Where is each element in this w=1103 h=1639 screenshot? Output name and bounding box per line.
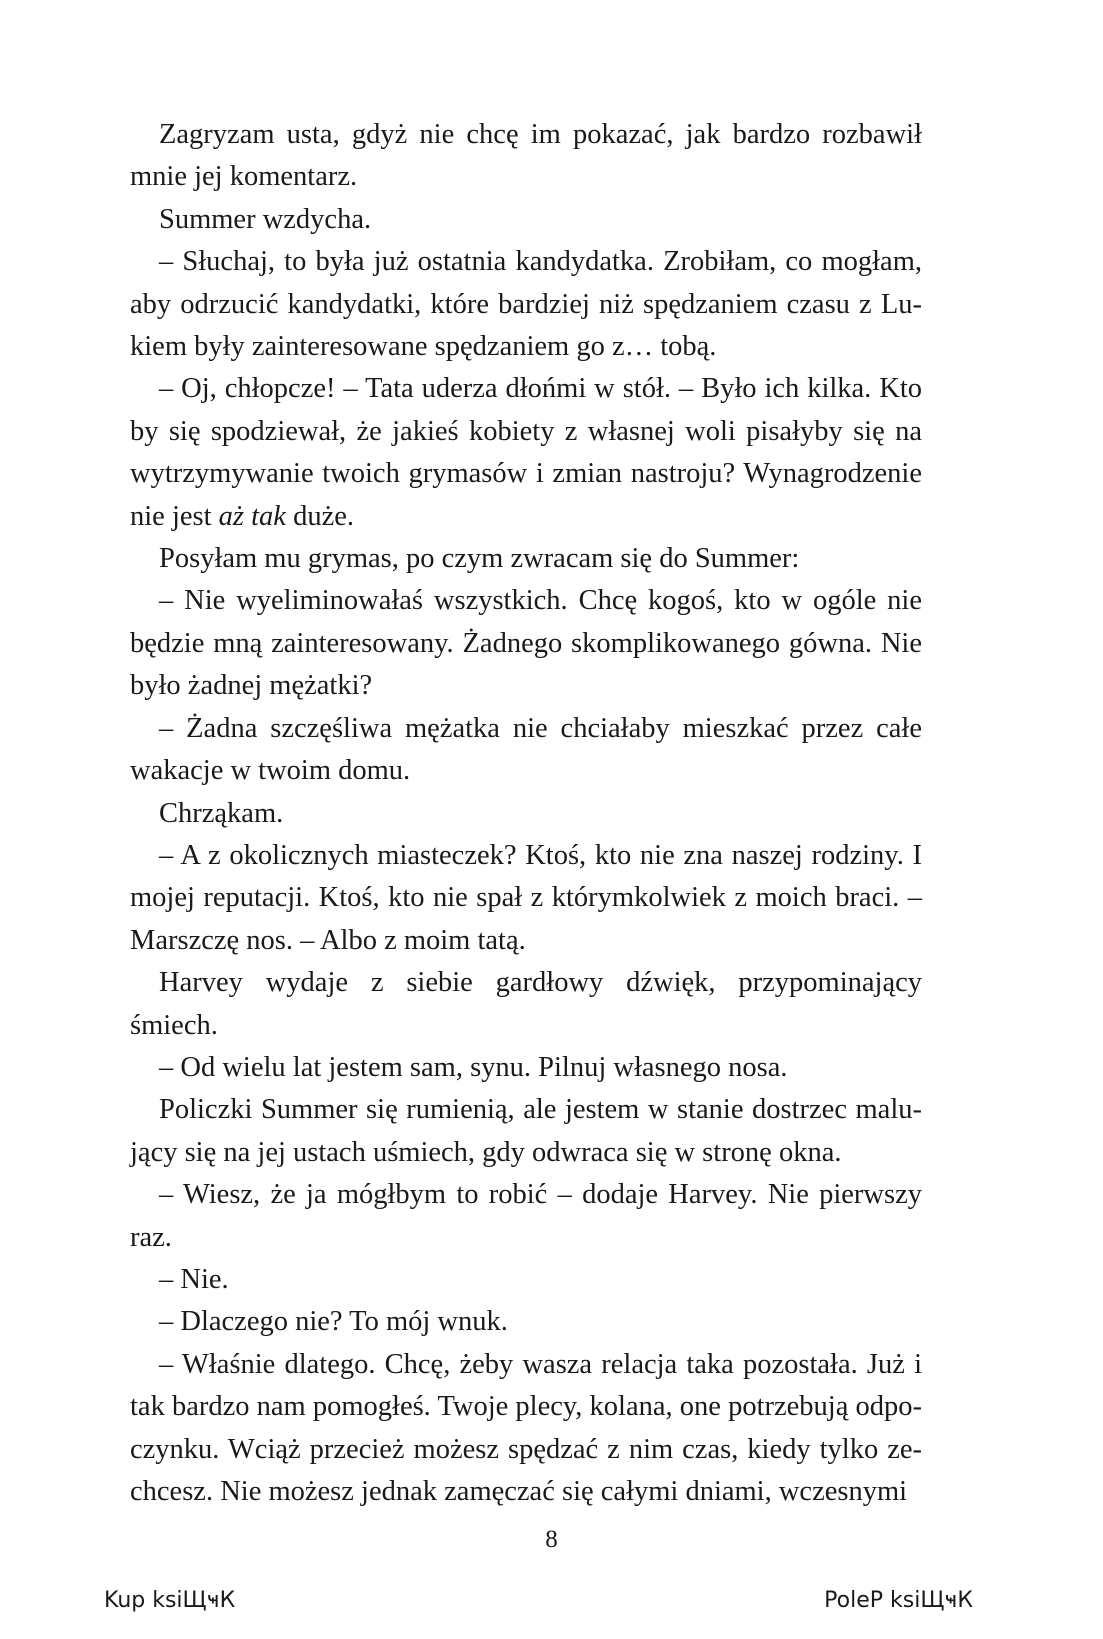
page-body bbox=[130, 114, 922, 1513]
footer-buy-book-link[interactable]: Kup ksiЩҹК bbox=[104, 1588, 236, 1613]
paragraph: – Wiesz, że ja mógłbym to robić – dodaje Harvey. Nie pierwszy raz. bbox=[130, 1179, 922, 1253]
paragraph: Policzki Summer się rumienią, ale jestem w stanie dostrzec malujący się na jej ustach uśmiech, gdy odwraca się w stronę okna. bbox=[130, 1094, 922, 1168]
paragraph: – Nie wyeliminowałaś wszystkich. Chcę kogoś, kto w ogóle nie będzie mną zainteresowany. Żadnego skomplikowanego gówna. Nie było żadnej mężatki? bbox=[130, 585, 922, 702]
paragraph: – Żadna szczęśliwa mężatka nie chciałaby mieszkać przez całe wakacje w twoim domu. bbox=[130, 712, 922, 787]
paragraph: – Od wielu lat jestem sam, synu. Pilnuj własnego nosa. bbox=[159, 1051, 788, 1083]
paragraph: – Nie. bbox=[159, 1263, 229, 1295]
paragraph: – Oj, chłopcze! – Tata uderza dłońmi w stół. – Było ich kilka. Kto by się spodziewał, że jakieś kobiety z własnej woli pisałyby się na wytrzymywanie twoich grymasów i zmian nastroju? Wynagrodzenie nie jest aż tak duże. bbox=[130, 373, 922, 532]
paragraph: – Słuchaj, to była już ostatnia kandydatka. Zrobiłam, co mogłam, aby odrzucić kandydatki, które bardziej niż spędzaniem czasu z Lukiem były zainteresowane spędzaniem go z… tobą. bbox=[130, 246, 922, 363]
paragraph: – A z okolicznych miasteczek? Ktoś, kto nie zna naszej rodziny. I mojej reputacji. Ktoś, kto nie spał z którymkolwiek z moich braci. – Marszczę nos. – Albo z moim tatą. bbox=[130, 839, 922, 956]
paragraph: Harvey wydaje z siebie gardłowy dźwięk, przypominający śmiech. bbox=[130, 967, 922, 1041]
paragraph: Chrząkam. bbox=[159, 797, 284, 829]
italic-emphasis: aż tak bbox=[218, 500, 286, 532]
footer-recommend-book-link[interactable]: PoleP ksiЩҹК bbox=[824, 1588, 973, 1613]
paragraph: Posyłam mu grymas, po czym zwracam się do Summer: bbox=[159, 543, 800, 575]
paragraph: Summer wzdycha. bbox=[159, 203, 372, 235]
paragraph: Zagryzam usta, gdyż nie chcę im pokazać, jak bardzo rozbawił mnie jej komentarz. bbox=[130, 119, 922, 193]
paragraph: – Dlaczego nie? To mój wnuk. bbox=[159, 1306, 508, 1338]
paragraph: – Właśnie dlatego. Chcę, żeby wasza relacja taka pozostała. Już i tak bardzo nam pomogłeś. Twoje plecy, kolana, one potrzebują odpoczynku. Wciąż przecież możesz spędzać z nim czas, kiedy tylko zechcesz. Nie możesz jednak zamęczać się całymi dniami, wczesnymi bbox=[130, 1348, 922, 1507]
page-number: 8 bbox=[545, 1526, 558, 1553]
